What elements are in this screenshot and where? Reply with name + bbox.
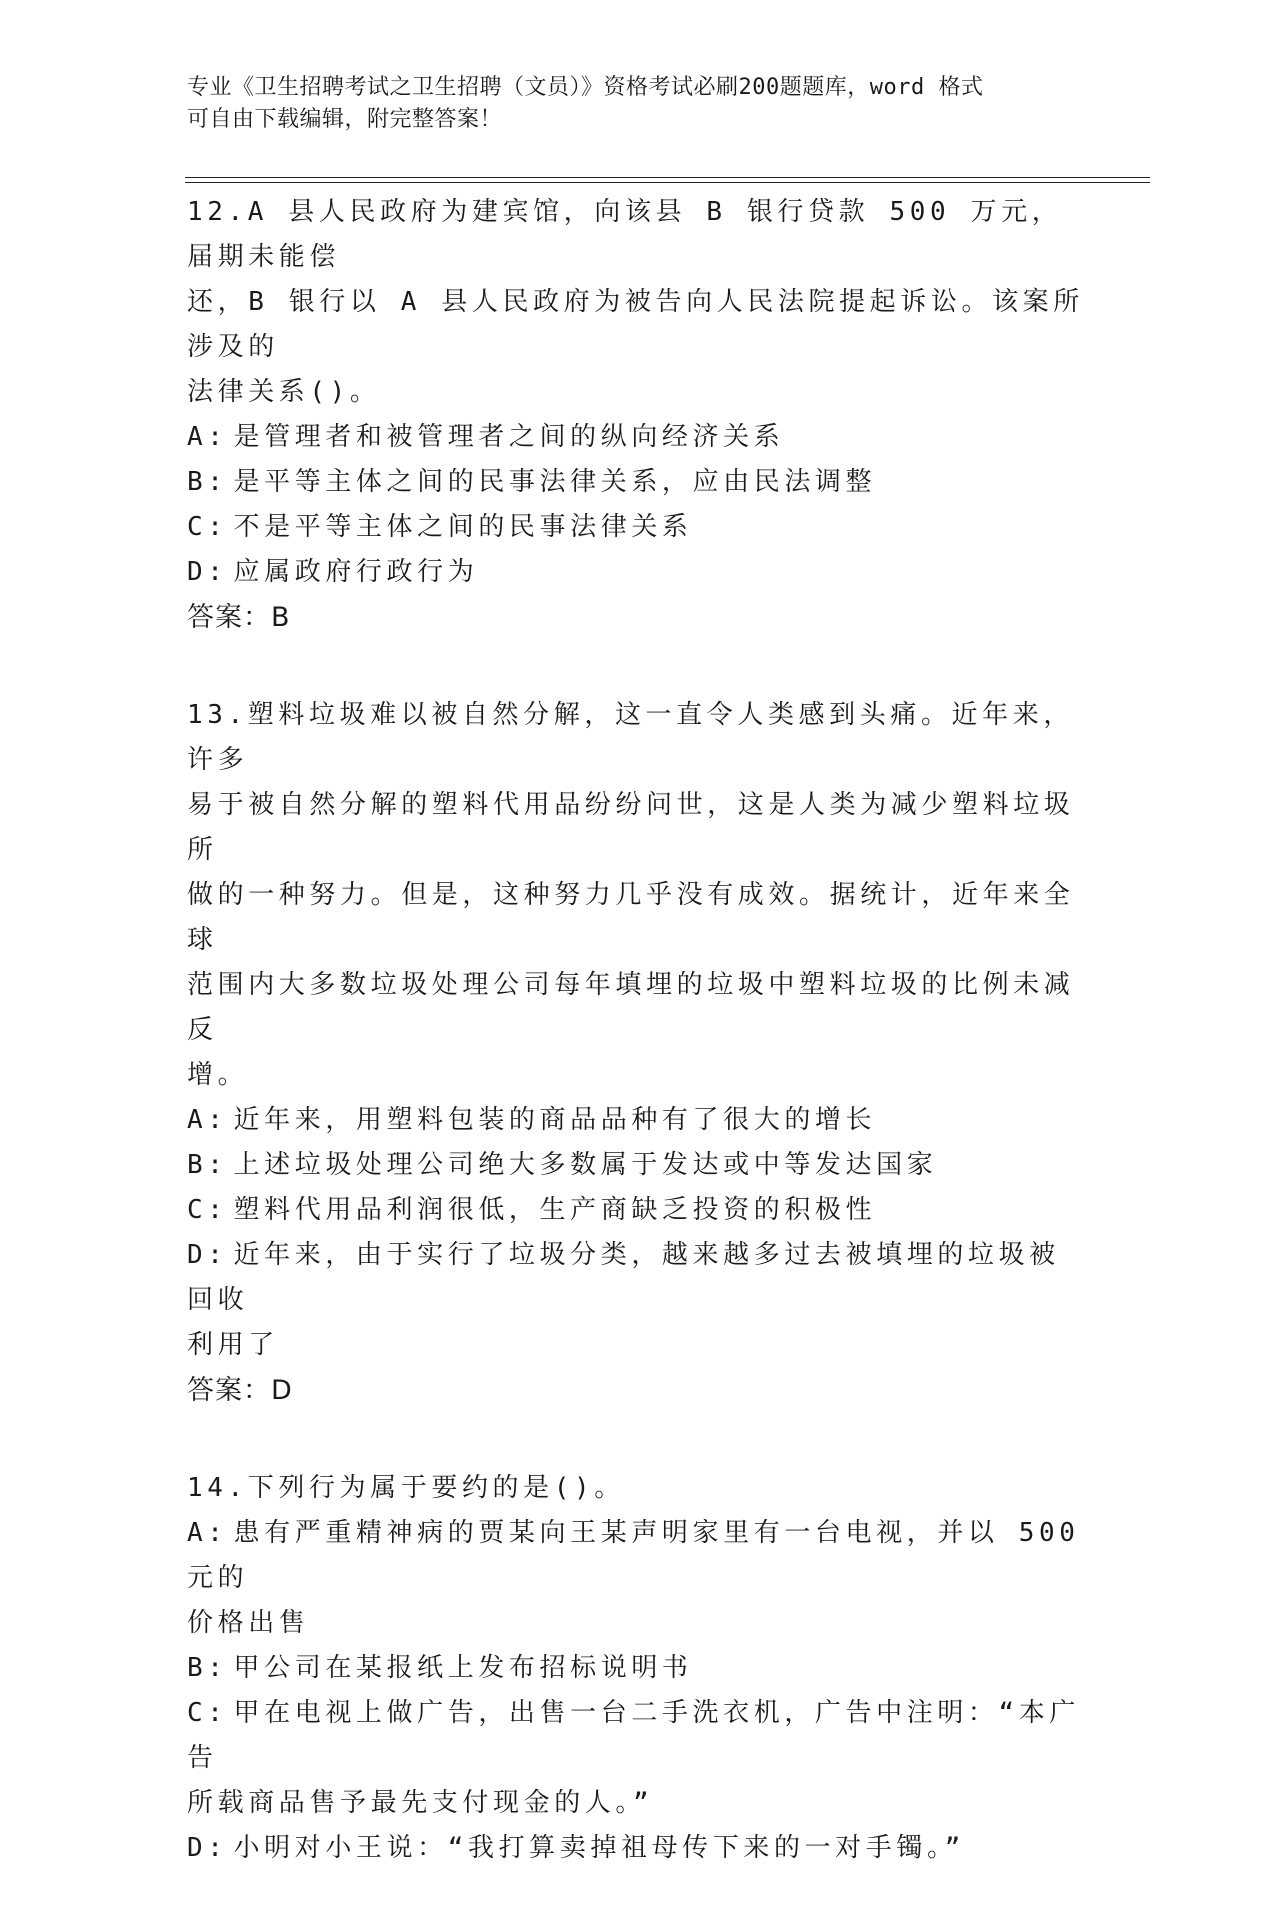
option-text: 上述垃圾处理公司绝大多数属于发达或中等发达国家 [233, 1150, 938, 1180]
question-stem-line: 14.下列行为属于要约的是()。 [187, 1473, 625, 1503]
option-text: 近年来，用塑料包装的商品品种有了很大的增长 [233, 1105, 877, 1135]
option-letter: B: [187, 467, 228, 497]
answer-label: 答案：B [187, 602, 291, 633]
header-divider-top [185, 177, 1150, 178]
option-text: 塑料代用品利润很低，生产商缺乏投资的积极性 [233, 1195, 877, 1225]
option-text: 不是平等主体之间的民事法律关系 [233, 512, 693, 542]
header-line-2: 可自由下载编辑，附完整答案！ [187, 107, 503, 132]
question-stem-line: 范围内大多数垃圾处理公司每年填埋的垃圾中塑料垃圾的比例未减反 [187, 970, 1075, 1045]
option-text: 小明对小王说：“我打算卖掉祖母传下来的一对手镯。” [233, 1833, 965, 1863]
option-letter: D: [187, 1833, 228, 1863]
option-a [187, 1098, 1087, 1143]
question-stem-line: 13.塑料垃圾难以被自然分解，这一直令人类感到头痛。近年来，许多 [187, 700, 1074, 775]
option-text: 是管理者和被管理者之间的纵向经济关系 [233, 422, 785, 452]
option-letter: A: [187, 1518, 228, 1548]
option-letter: C: [187, 512, 228, 542]
option-b [187, 1646, 1087, 1691]
option-text: 近年来，由于实行了垃圾分类，越来越多过去被填埋的垃圾被回收 [187, 1240, 1060, 1315]
option-b [187, 1143, 1087, 1188]
question-list [187, 190, 1087, 1924]
option-d [187, 1826, 1087, 1871]
question-13 [187, 693, 1087, 1413]
option-letter: A: [187, 422, 228, 452]
option-text: 是平等主体之间的民事法律关系，应由民法调整 [233, 467, 877, 497]
question-stem-line: 易于被自然分解的塑料代用品纷纷问世，这是人类为减少塑料垃圾所 [187, 790, 1075, 865]
option-d [187, 550, 1087, 595]
option-b [187, 460, 1087, 505]
question-stem-line: 法律关系()。 [187, 377, 381, 407]
option-c [187, 505, 1087, 550]
option-letter: C: [187, 1698, 228, 1728]
option-letter: C: [187, 1195, 228, 1225]
option-c [187, 1188, 1087, 1233]
question-stem-line: 增。 [187, 1060, 249, 1090]
option-letter: B: [187, 1653, 228, 1683]
option-a [187, 415, 1087, 460]
option-d-continued: 利用了 [187, 1330, 279, 1360]
answer-label: 答案：D [187, 1375, 293, 1406]
question-14 [187, 1466, 1087, 1871]
question-stem-line: 还，B 银行以 A 县人民政府为被告向人民法院提起诉讼。该案所涉及的 [187, 287, 1084, 362]
document-header [187, 72, 1067, 136]
option-d [187, 1233, 1087, 1323]
option-a [187, 1511, 1087, 1601]
option-letter: B: [187, 1150, 228, 1180]
option-text: 患有严重精神病的贾某向王某声明家里有一台电视，并以 500 元的 [187, 1518, 1080, 1593]
option-a-continued: 价格出售 [187, 1608, 310, 1638]
question-12 [187, 190, 1087, 640]
option-letter: D: [187, 1240, 228, 1270]
option-text: 甲公司在某报纸上发布招标说明书 [233, 1653, 693, 1683]
option-text: 应属政府行政行为 [233, 557, 479, 587]
question-stem-line: 12.A 县人民政府为建宾馆，向该县 B 银行贷款 500 万元，届期未能偿 [187, 197, 1063, 272]
option-letter: A: [187, 1105, 228, 1135]
header-line-1: 专业《卫生招聘考试之卫生招聘（文员）》资格考试必刷200题题库，word 格式 [187, 75, 984, 100]
option-c-continued: 所载商品售予最先支付现金的人。” [187, 1788, 654, 1818]
option-letter: D: [187, 557, 228, 587]
option-c [187, 1691, 1087, 1781]
option-text: 甲在电视上做广告，出售一台二手洗衣机，广告中注明：“本广告 [187, 1698, 1080, 1773]
question-stem-line: 做的一种努力。但是，这种努力几乎没有成效。据统计，近年来全球 [187, 880, 1075, 955]
header-divider-bottom [185, 182, 1150, 183]
